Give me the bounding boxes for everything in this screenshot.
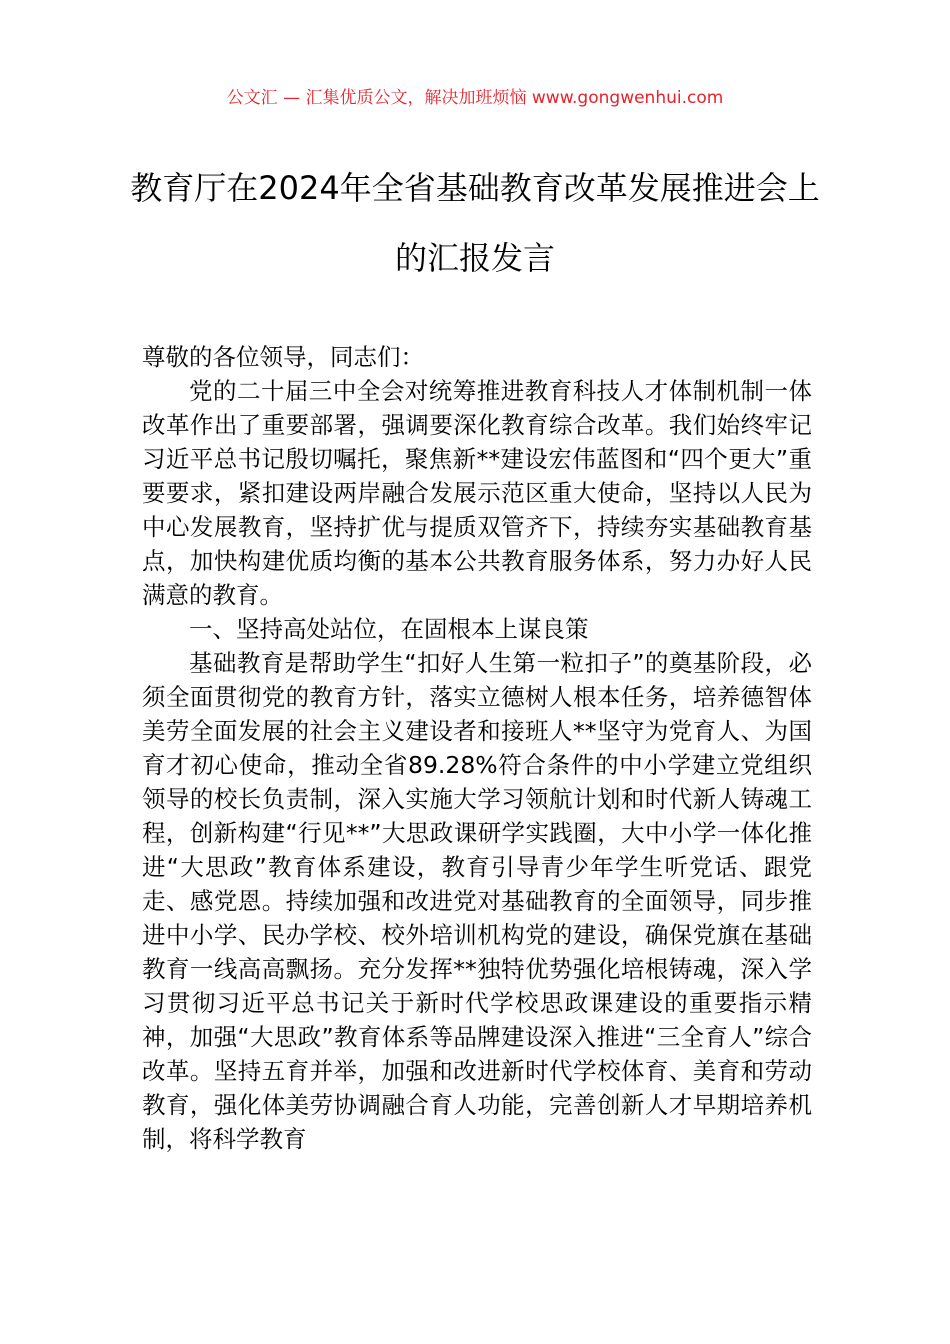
section-heading: 一、坚持高处站位，在固根本上谋良策 (189, 615, 589, 643)
document-title: 教育厅在2024年全省基础教育改革发展推进会上的汇报发言 (130, 169, 820, 277)
paragraph-section-one: 基础教育是帮助学生“扣好人生第一粒扣子”的奠基阶段，必须全面贯彻党的教育方针，落实立德树人根本任务，培养德智体美劳全面发展的社会主义建设者和接班人**坚守为党育人、为国育才初心使命，推动全省89.28%符合条件的中小学建立党组织领导的校长负责制，深入实施大学习领航计划和时代新人铸魂工程，创新构建“行见**”大思政课研学实践圈，大中小学一体化推进“大思政”教育体系建设，教育引导青少年学生听党话、跟党走、感党恩。持续加强和改进党对基础教育的全面领导，同步推进中小学、民办学校、校外培训机构党的建设，确保党旗在基础教育一线高高飘扬。充分发挥**独特优势强化培根铸魂，深入学习贯彻习近平总书记关于新时代学校思政课建设的重要指示精神，加强“大思政”教育体系等品牌建设深入推进“三全育人”综合改革。坚持五育并举，加强和改进新时代学校体育、美育和劳动教育，强化体美劳协调融合育人功能，完善创新人才早期培养机制，将科学教育 (142, 649, 812, 1153)
paragraph-intro: 党的二十届三中全会对统筹推进教育科技人才体制机制一体改革作出了重要部署，强调要深化教育综合改革。我们始终牢记习近平总书记殷切嘱托，聚焦新**建设宏伟蓝图和“四个更大”重要要求，紧扣建设两岸融合发展示范区重大使命，坚持以人民为中心发展教育，坚持扩优与提质双管齐下，持续夯实基础教育基点，加快构建优质均衡的基本公共教育服务体系，努力办好人民满意的教育。 (142, 377, 812, 609)
salutation: 尊敬的各位领导，同志们： (142, 343, 424, 371)
document-body (142, 340, 812, 1156)
header-banner: 公文汇 — 汇集优质公文，解决加班烦恼 www.gongwenhui.com (226, 88, 724, 108)
